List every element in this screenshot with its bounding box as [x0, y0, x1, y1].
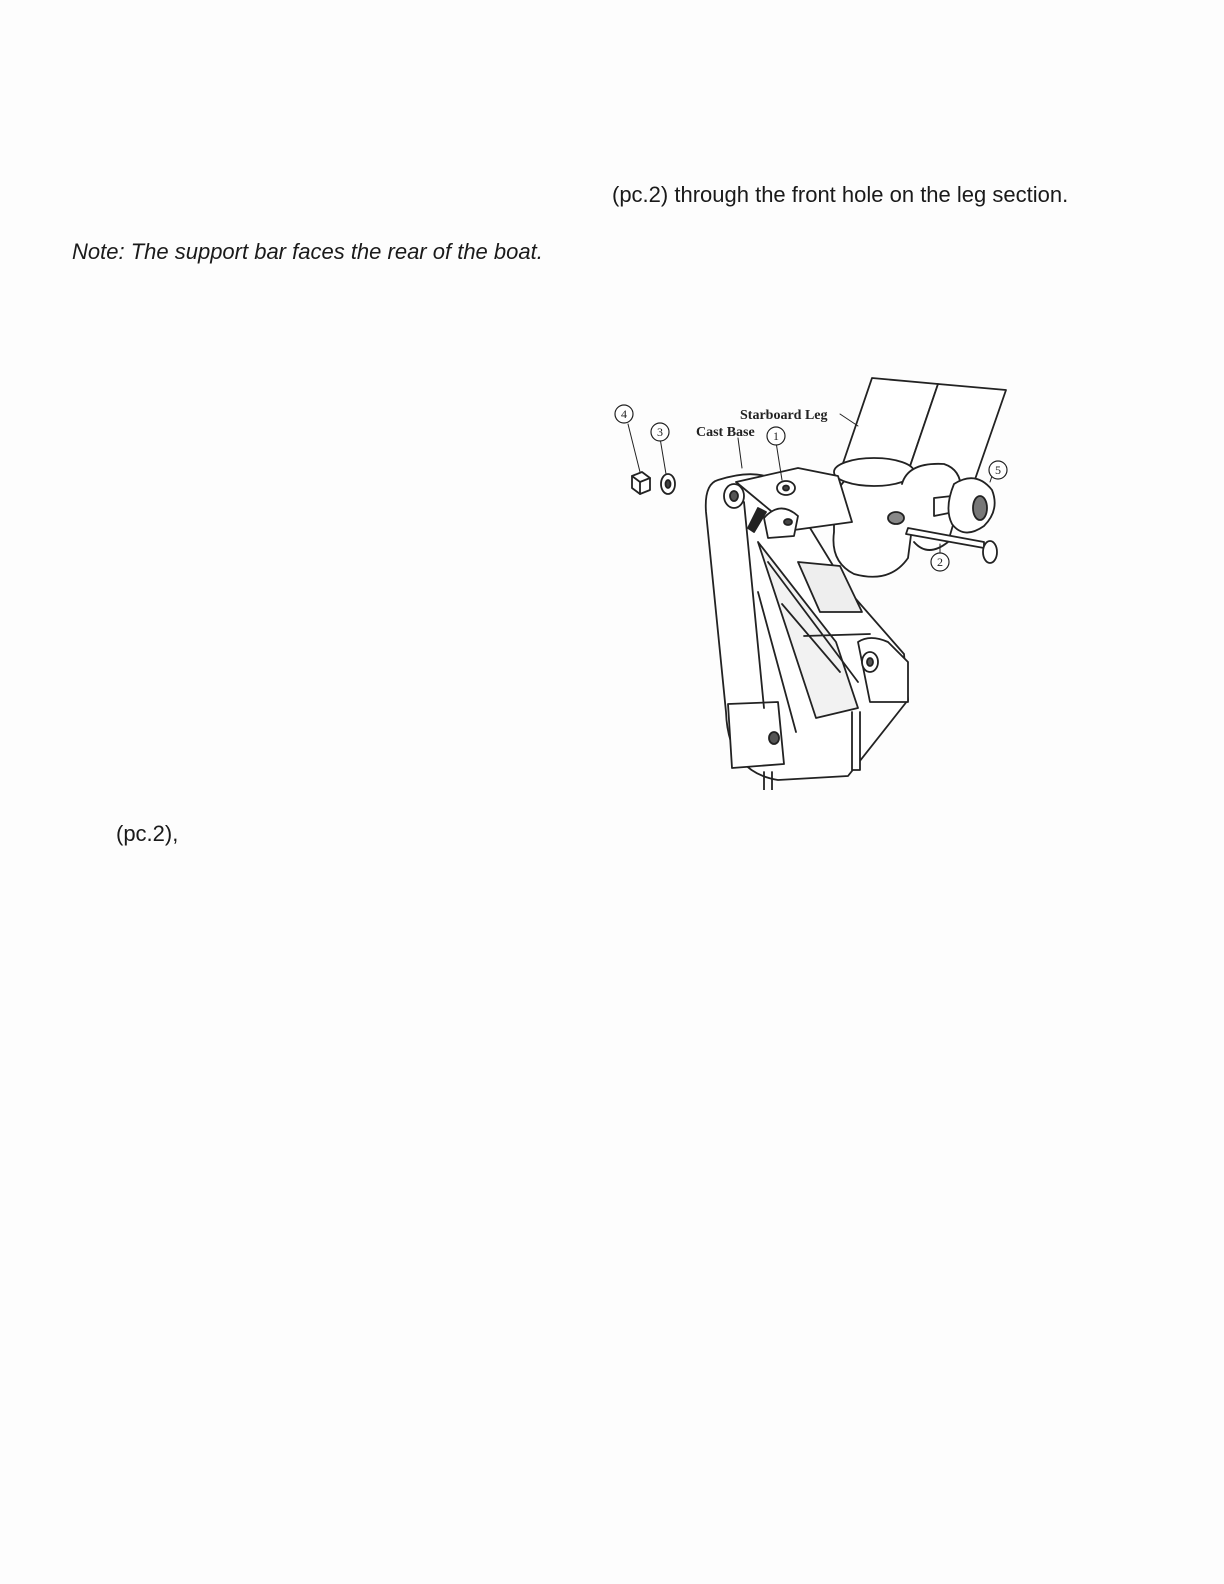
callout-3: 3: [657, 425, 663, 439]
callout-4: 4: [621, 407, 627, 421]
callout-5: 5: [995, 463, 1001, 477]
note-support-bar: Note: The support bar faces the rear of the boat.: [72, 239, 543, 264]
assembly-diagram: [608, 372, 1018, 790]
assembly-diagram-drawing: [608, 372, 1018, 790]
callout-1: 1: [773, 429, 779, 443]
nut-pc4: [632, 472, 650, 494]
instruction-text-pc2: (pc.2),: [116, 821, 179, 846]
callout-2: 2: [937, 555, 943, 569]
label-starboard-leg: Starboard Leg: [740, 408, 828, 423]
instruction-text-pc2-through-front-hole: (pc.2) through the front hole on the leg section.: [612, 182, 1069, 207]
washer-pc3: [661, 474, 675, 494]
label-cast-base: Cast Base: [696, 425, 755, 440]
